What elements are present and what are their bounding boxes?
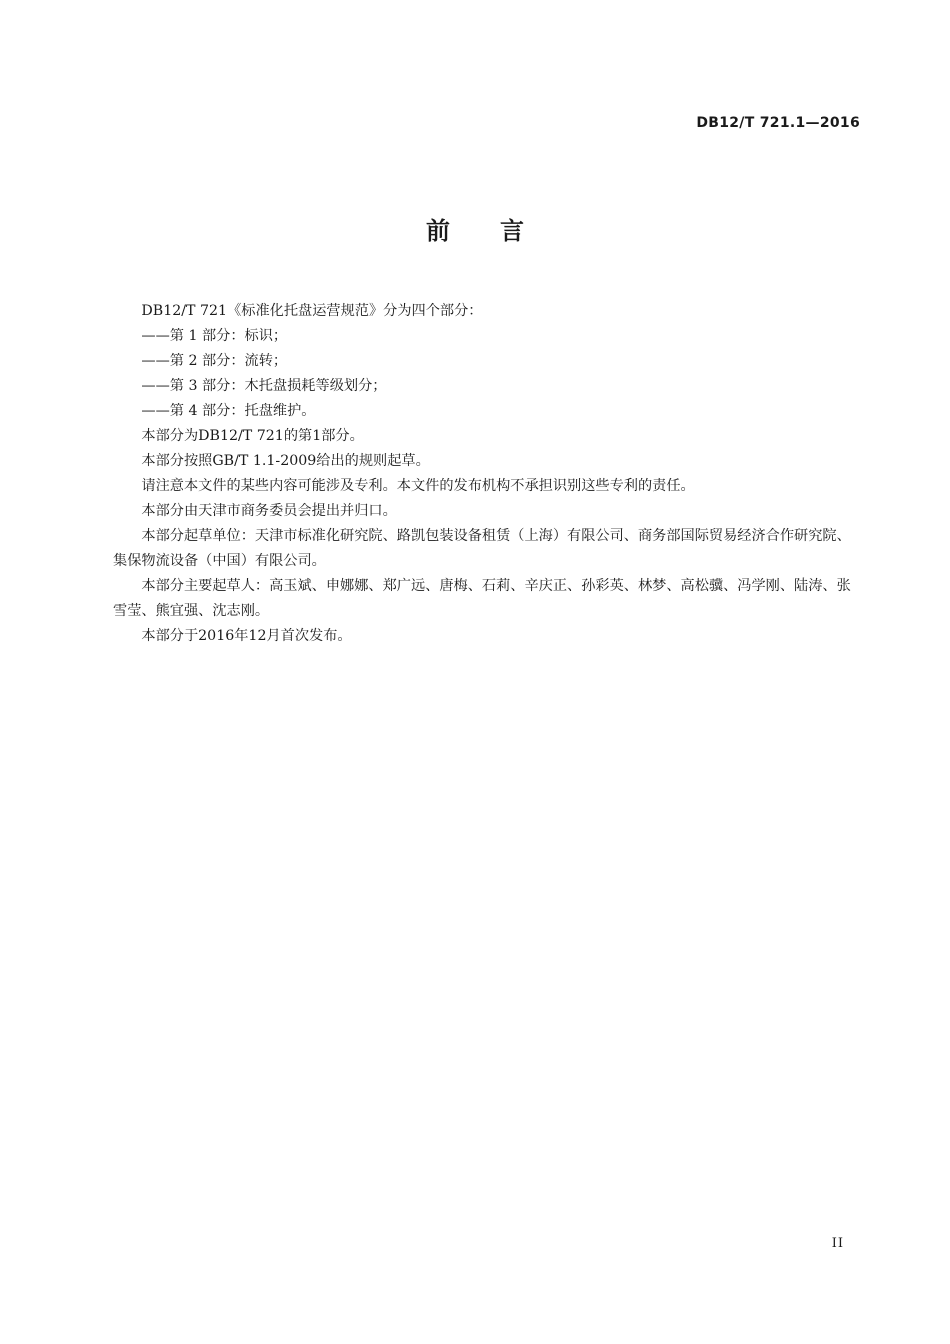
paragraph-release: 本部分于2016年12月首次发布。 bbox=[141, 628, 352, 644]
foreword-body bbox=[113, 299, 861, 649]
paragraph-proposer: 本部分由天津市商务委员会提出并归口。 bbox=[141, 503, 397, 519]
title-char-2: 言 bbox=[500, 217, 524, 245]
list-item-part-4: ——第 4 部分：托盘维护。 bbox=[141, 403, 316, 419]
paragraph-drafters: 本部分主要起草人：高玉斌、申娜娜、郑广远、唐梅、石莉、辛庆正、孙彩英、林梦、高松骥、冯学刚、陆涛、张雪莹、熊宜强、沈志刚。 bbox=[113, 578, 851, 619]
page-number: II bbox=[831, 1236, 844, 1251]
paragraph-parts-intro: DB12/T 721《标准化托盘运营规范》分为四个部分： bbox=[141, 303, 483, 319]
paragraph-patent-notice: 请注意本文件的某些内容可能涉及专利。本文件的发布机构不承担识别这些专利的责任。 bbox=[141, 478, 695, 494]
title-char-1: 前 bbox=[426, 217, 450, 245]
document-code: DB12/T 721.1—2016 bbox=[696, 115, 860, 131]
paragraph-drafting-rules: 本部分按照GB/T 1.1-2009给出的规则起草。 bbox=[141, 453, 430, 469]
paragraph-this-part: 本部分为DB12/T 721的第1部分。 bbox=[141, 428, 364, 444]
list-item-part-3: ——第 3 部分：木托盘损耗等级划分； bbox=[141, 378, 387, 394]
list-item-part-1: ——第 1 部分：标识； bbox=[141, 328, 288, 344]
list-item-part-2: ——第 2 部分：流转； bbox=[141, 353, 288, 369]
paragraph-drafting-units: 本部分起草单位：天津市标准化研究院、路凯包装设备租赁（上海）有限公司、商务部国际贸易经济合作研究院、集保物流设备（中国）有限公司。 bbox=[113, 528, 851, 569]
page-title bbox=[0, 211, 950, 246]
